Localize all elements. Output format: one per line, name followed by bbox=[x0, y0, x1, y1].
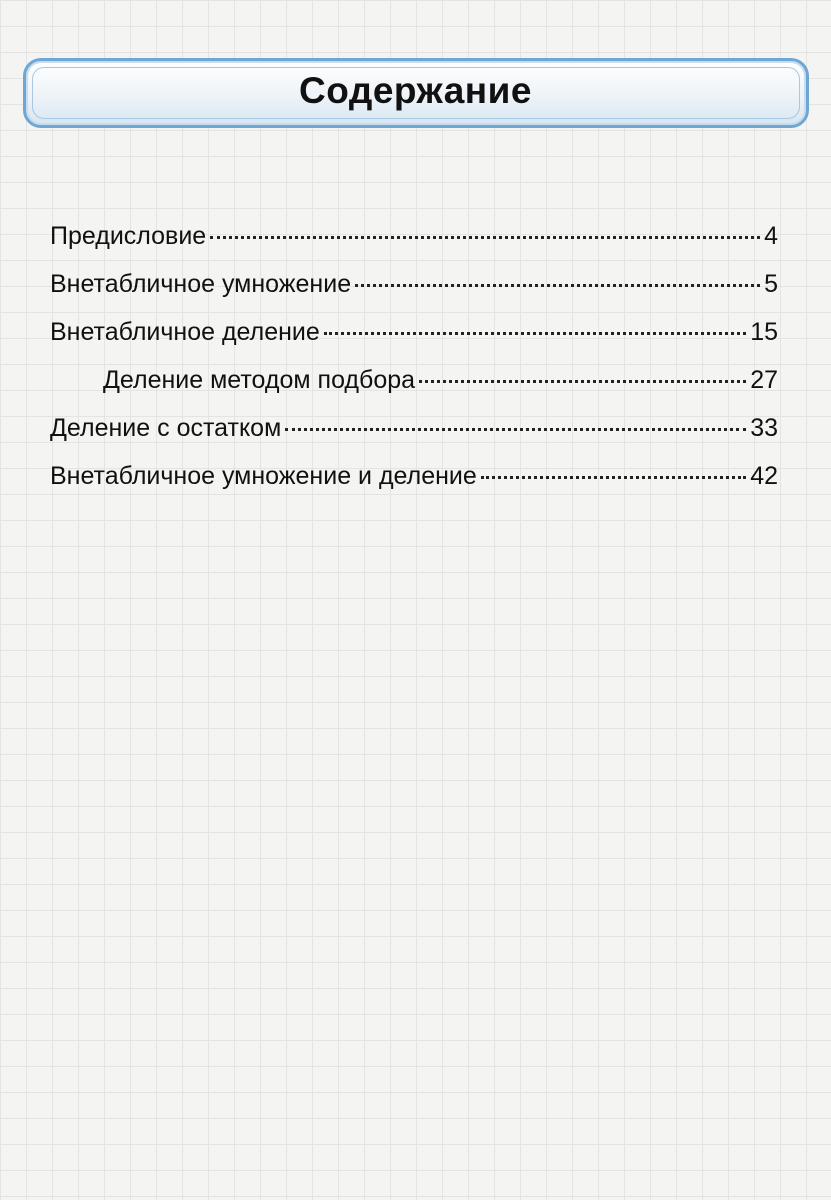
toc-subentry[interactable] bbox=[50, 356, 778, 404]
toc-entry-label: Внетабличное умножение и деление bbox=[50, 462, 477, 490]
toc-entry-page: 15 bbox=[750, 318, 778, 346]
toc-leader-dots bbox=[355, 284, 760, 287]
toc-entry-page: 42 bbox=[750, 462, 778, 490]
toc-entry-label: Деление с остатком bbox=[50, 414, 282, 442]
toc-leader-dots bbox=[419, 380, 746, 383]
toc-entry-label: Внетабличное деление bbox=[50, 318, 320, 346]
toc-entry[interactable] bbox=[50, 212, 778, 260]
page-title: Содержание bbox=[299, 70, 532, 111]
toc-entry-page: 4 bbox=[764, 222, 778, 250]
toc-leader-dots bbox=[324, 332, 746, 335]
table-of-contents bbox=[50, 212, 778, 500]
toc-entry-page: 27 bbox=[750, 366, 778, 394]
toc-entry[interactable] bbox=[50, 452, 778, 500]
toc-entry-label: Деление методом подбора bbox=[103, 366, 416, 394]
toc-leader-dots bbox=[210, 236, 760, 239]
toc-leader-dots bbox=[481, 476, 746, 479]
toc-entry[interactable] bbox=[50, 308, 778, 356]
toc-entry-page: 5 bbox=[764, 270, 778, 298]
toc-entry[interactable] bbox=[50, 260, 778, 308]
toc-entry-label: Предисловие bbox=[50, 222, 207, 250]
toc-entry-page: 33 bbox=[750, 414, 778, 442]
toc-entry[interactable] bbox=[50, 404, 778, 452]
toc-leader-dots bbox=[285, 428, 746, 431]
toc-entry-label: Внетабличное умножение bbox=[50, 270, 352, 298]
